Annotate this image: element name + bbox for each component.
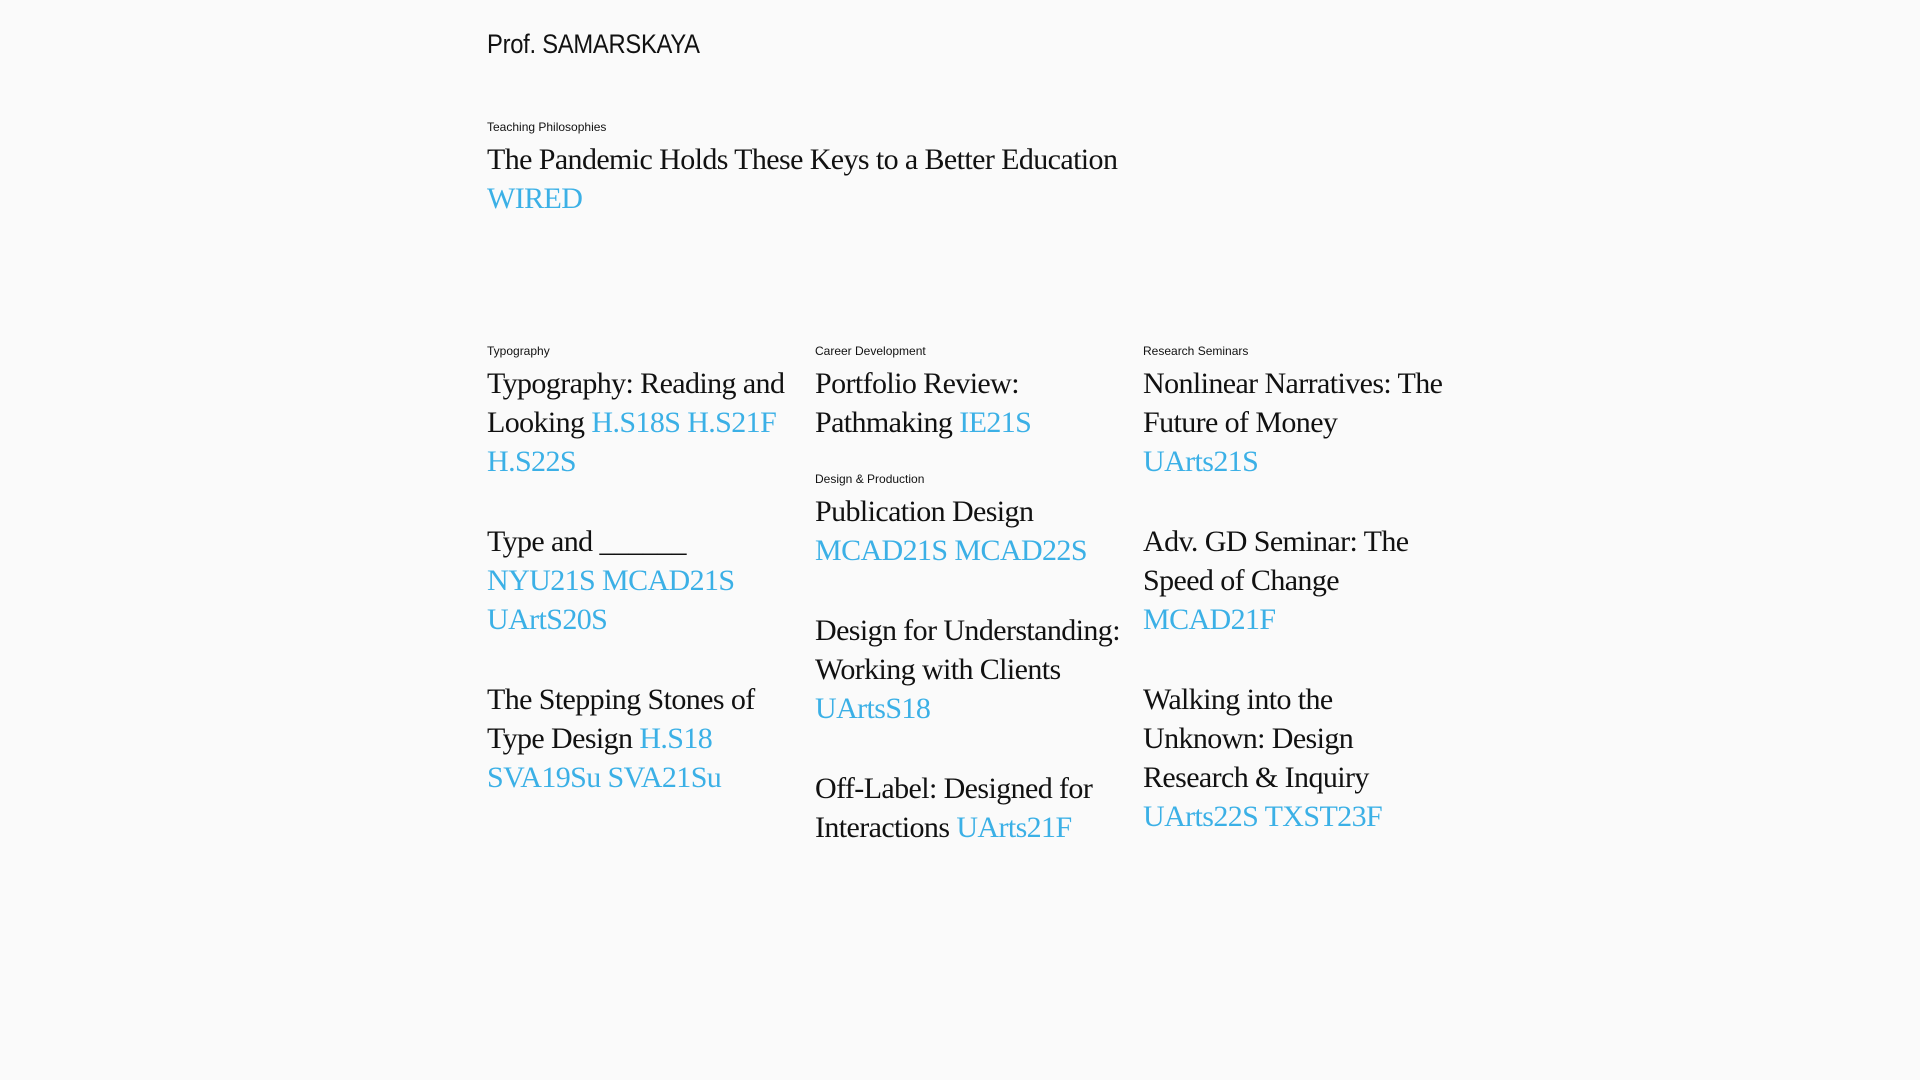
entry-title-link[interactable]: Design for Understanding: Working with Clients: [815, 614, 1120, 686]
tag-link[interactable]: MCAD21S: [602, 564, 735, 597]
entry-title-link[interactable]: Nonlinear Narratives: The Future of Money: [1143, 367, 1443, 439]
entry-title-link[interactable]: The Pandemic Holds These Keys to a Better Education: [487, 143, 1118, 176]
entry-title-link[interactable]: Adv. GD Seminar: The Speed of Change: [1143, 525, 1409, 597]
tag-list: [815, 534, 1087, 567]
tag-link[interactable]: UArtsS18: [815, 692, 931, 725]
category-label: Research Seminars: [1143, 344, 1249, 358]
tag-link[interactable]: UArts21S: [1143, 445, 1259, 478]
tag-link[interactable]: MCAD22S: [954, 534, 1087, 567]
entry-title-link[interactable]: Publication Design: [815, 495, 1034, 528]
category-label: Typography: [487, 344, 550, 358]
tag-list: [487, 182, 582, 215]
category-label: Career Development: [815, 344, 926, 358]
tag-link[interactable]: UArts22S: [1143, 800, 1259, 833]
tag-link[interactable]: H.S18S: [591, 406, 681, 439]
course-entry: [487, 364, 797, 481]
course-entry: [815, 492, 1125, 570]
column-typography: [487, 344, 797, 838]
column-research-seminars: [1143, 344, 1453, 877]
tag-link[interactable]: UArts21F: [956, 811, 1072, 844]
entry-title-link[interactable]: Walking into the Unknown: Design Research & Inquiry: [1143, 683, 1369, 794]
tag-link[interactable]: IE21S: [959, 406, 1032, 439]
tag-link[interactable]: H.S18: [639, 722, 713, 755]
category-label: Teaching Philosophies: [487, 120, 607, 134]
course-entry: [487, 522, 797, 639]
course-entry: [1143, 522, 1453, 639]
course-entry: [487, 680, 797, 797]
entry-title-link[interactable]: Portfolio Review: Pathmaking: [815, 367, 1019, 439]
entry-title-link[interactable]: The Stepping Stones of Type Design: [487, 683, 755, 755]
course-entry: [1143, 680, 1453, 836]
course-entry: [815, 611, 1125, 728]
tag-list: [1143, 445, 1258, 478]
entry-title-link[interactable]: Type and ______: [487, 525, 686, 558]
tag-link[interactable]: H.S21F: [687, 406, 777, 439]
tag-list: [959, 406, 1031, 439]
course-entry: [1143, 364, 1453, 481]
tag-link[interactable]: SVA19Su: [487, 761, 601, 794]
site-title[interactable]: Prof. SAMARSKAYA: [487, 29, 700, 59]
tag-link[interactable]: MCAD21F: [1143, 603, 1276, 636]
category-label: Design & Production: [815, 472, 925, 486]
tag-link[interactable]: SVA21Su: [607, 761, 722, 794]
column-career-development: [815, 344, 1125, 888]
tag-list: [1143, 800, 1382, 833]
featured-entry: [487, 140, 1127, 218]
tag-list: [487, 564, 735, 636]
entry-title-link[interactable]: Off-Label: Designed for Interactions: [815, 772, 1093, 844]
tag-link[interactable]: UArtS20S: [487, 603, 608, 636]
entry-title-link[interactable]: Typography: Reading and Looking: [487, 367, 785, 439]
tag-link[interactable]: NYU21S: [487, 564, 596, 597]
featured-section: [487, 120, 1127, 218]
tag-link[interactable]: WIRED: [487, 182, 583, 215]
tag-list: [815, 692, 930, 725]
tag-list: [1143, 603, 1276, 636]
tag-list: [956, 811, 1071, 844]
tag-link[interactable]: MCAD21S: [815, 534, 948, 567]
course-entry: [815, 364, 1125, 442]
tag-link[interactable]: TXST23F: [1264, 800, 1383, 833]
course-entry: [815, 769, 1125, 847]
tag-link[interactable]: H.S22S: [487, 445, 576, 478]
